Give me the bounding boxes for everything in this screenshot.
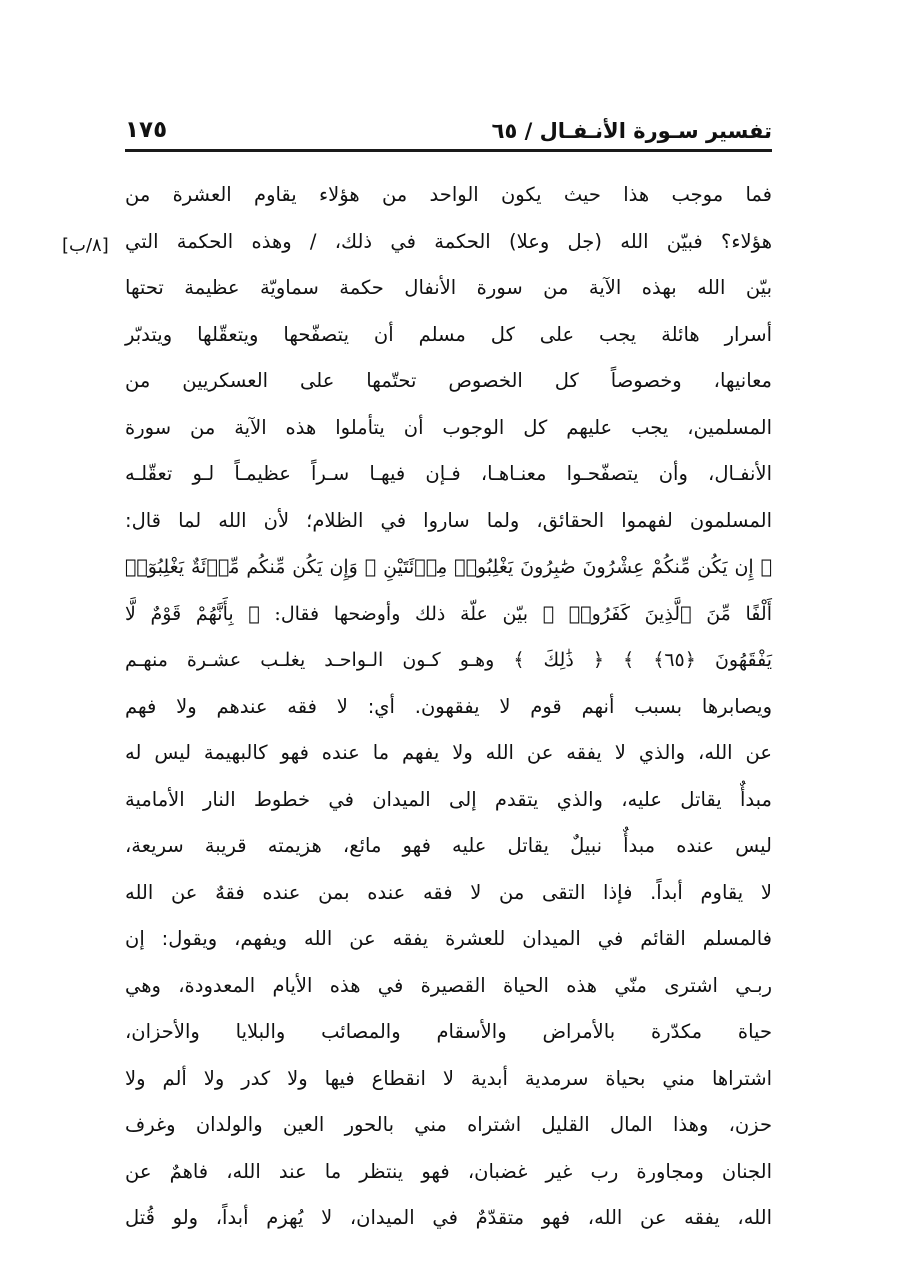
text-line: الله، يفقه عن الله، فهو متقدّمٌ في الميدان، لا يُهزم أبداً، ولو قُتل xyxy=(125,1206,772,1229)
text-line: هؤلاء؟ فبيّن الله (جل وعلا) الحكمة في ذلك، / وهذه الحكمة التي xyxy=(125,229,772,253)
text-line: المسلمون لفهموا الحقائق، ولما ساروا في الظلام؛ لأن الله لما قال: xyxy=(125,508,772,532)
text-line: الأنفـال، وأن يتصفّحـوا معنـاهـا، فـإن فيهـا سـراً عظيمـاً لـو تعقّلـه xyxy=(125,462,772,485)
text-line: فما موجب هذا حيث يكون الواحد من هؤلاء يقاوم العشرة من xyxy=(125,183,772,206)
text-line: ليس عنده مبدأٌ نبيلٌ يقاتل عليه فهو مائع، هزيمته قريبة سريعة، xyxy=(125,834,772,857)
page-number: ١٧٥ xyxy=(125,117,168,143)
text-line: الجنان ومجاورة رب غير غضبان، فهو ينتظر ما عند الله، فاهمٌ عن xyxy=(125,1159,772,1183)
text-line: اشتراها مني بحياة سرمدية أبدية لا انقطاع فيها ولا كدر ولا ألم ولا xyxy=(125,1066,772,1090)
text-line: حزن، وهذا المال القليل اشتراه مني بالحور العين والولدان وغرف xyxy=(125,1113,772,1136)
page-header xyxy=(125,112,772,152)
text-line: عن الله، والذي لا يفقه عن الله ولا يفهم ما عنده فهو كالبهيمة ليس له xyxy=(125,741,772,764)
text-line: مبدأٌ يقاتل عليه، والذي يتقدم إلى الميدان في خطوط النار الأمامية xyxy=(125,787,772,811)
text-line: لا يقاوم أبداً. فإذا التقى من لا فقه عنده بمن عنده فقهٌ عن الله xyxy=(125,880,772,904)
text-line: ربـي اشترى منّي هذه الحياة القصيرة في هذه الأيام المعدودة، وهي xyxy=(125,973,772,997)
quran-verse-line: ﴿ إِن يَكُن مِّنكُمْ عِشْرُونَ صَٰبِرُونَ يَغْلِبُوا۟ مِا۟ئَتَيْنِ ۚ وَإِن يَكُن مِّنكُم مِّا۟ئَةٌ يَغْلِبُوٓا۟ xyxy=(125,556,772,578)
quran-verse-line: يَفْقَهُونَ ﴿٦٥﴾ ﴾ ﴿ ذَٰلِكَ ﴾ وهـو كـون الـواحـد يغلـب عشـرة منهـم xyxy=(125,649,772,671)
quran-verse-line: أَلْفًا مِّنَ ٱلَّذِينَ كَفَرُوا۟ ﴾ بيّن علّة ذلك وأوضحها فقال: ﴿ بِأَنَّهُمْ قَوْمٌ لَّا xyxy=(125,602,772,625)
text-line: المسلمين، يجب عليهم كل الوجوب أن يتأملوا هذه الآية من سورة xyxy=(125,415,772,439)
manuscript-folio-note: [٨/ب] xyxy=(62,235,109,256)
page-body-text xyxy=(125,172,772,1242)
text-line: فالمسلم القائم في الميدان للعشرة يفقه عن الله ويفهم، ويقول: إن xyxy=(125,927,772,950)
text-line: معانيها، وخصوصاً كل الخصوص تحتّمها على العسكريين من xyxy=(125,369,772,392)
running-title: تفسير سـورة الأنـفـال / ٦٥ xyxy=(491,119,772,143)
text-line: حياة مكدّرة بالأمراض والأسقام والمصائب والبلايا والأحزان، xyxy=(125,1020,772,1043)
text-line: أسرار هائلة يجب على كل مسلم أن يتصفّحها ويتعقّلها ويتدبّر xyxy=(125,322,772,346)
text-line: ويصابرها بسبب أنهم قوم لا يفقهون. أي: لا فقه عندهم ولا فهم xyxy=(125,694,772,718)
text-line: بيّن الله بهذه الآية من سورة الأنفال حكمة سماويّة عظيمة تحتها xyxy=(125,276,772,299)
